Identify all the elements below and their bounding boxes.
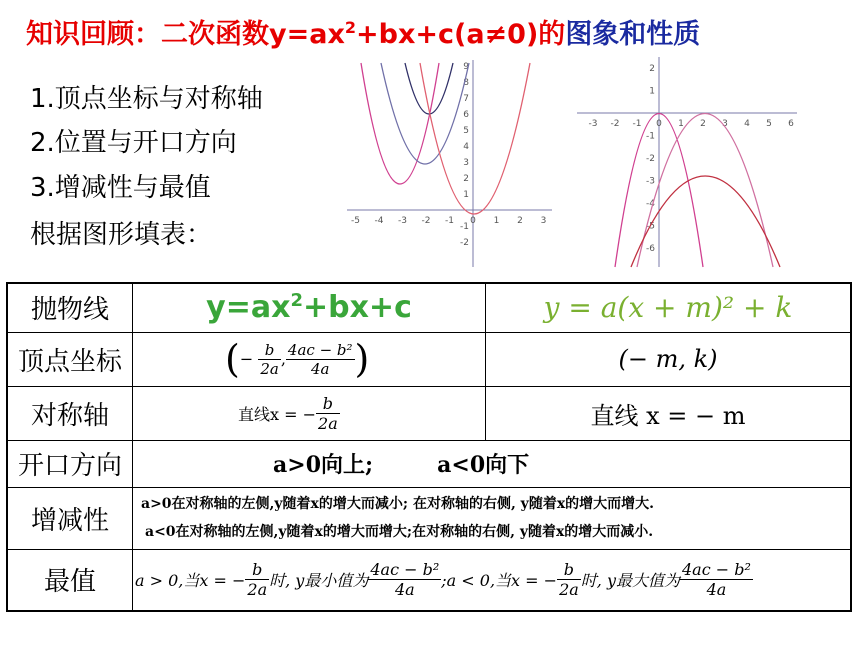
numerator: b [258,341,281,360]
left-y-tick-label: 4 [463,142,469,152]
right-x-tick-label: -1 [632,119,642,129]
axis-text: 直线x = − [238,404,317,424]
row-head-axis: 对称轴 [7,386,133,440]
left-y-tick-label: -1 [460,222,469,232]
row-head-monotonic: 增减性 [7,487,133,549]
right-y-tick-label: -3 [646,176,655,187]
left-x-tick-label: 2 [517,216,523,226]
extremum-text: a > 0,当x = − [135,571,246,591]
right-x-tick-label: 3 [722,119,728,129]
parabola-curve [637,114,773,268]
numerator: 4ac − b² [682,560,751,580]
denominator: 2a [318,413,338,433]
numerator: b [316,394,340,414]
extremum-text: 时, y最小值为 [269,571,369,591]
denominator: 4a [706,580,727,600]
right-x-tick-label: -2 [610,119,620,129]
right-x-tick-label: 1 [678,119,684,129]
monotonic-line-negative: a<0在对称轴的左侧,y随着x的增大而增大;在对称轴的右侧, y随着x的增大而减小. [145,524,654,540]
right-x-tick-label: 6 [788,119,794,129]
vertex-form-cell [486,283,852,332]
page-title [26,12,700,51]
left-x-tick-label: -4 [374,216,384,226]
left-y-tick-label: -2 [460,238,469,248]
parabola-curve [361,63,439,184]
parabola-curve [420,63,530,214]
opening-down-text: a<0向下 [437,452,530,478]
row-head-opening: 开口方向 [7,440,133,487]
vertex-general-cell [133,332,486,386]
right-y-tick-label: -4 [646,199,655,209]
list-item-vertex: 1.顶点坐标与对称轴 [30,84,263,114]
left-x-tick-label: 0 [470,216,476,226]
right-y-tick-label: -1 [646,131,655,142]
fraction [286,341,355,378]
table-row [7,549,851,611]
left-y-tick-label: 7 [463,94,469,104]
table-row [7,332,851,386]
title-superscript: 2 [344,18,356,37]
left-y-tick-label: 3 [463,158,469,168]
axis-vertex-cell [486,386,852,440]
table-row [7,487,851,549]
paren-right: ) [354,337,370,381]
left-x-tick-label: -2 [421,216,431,226]
fraction [557,560,581,599]
numerator: 4ac − b² [287,340,353,359]
vertex-coordinates: (− m, k) [618,345,718,373]
left-x-tick-label: -3 [398,216,407,226]
right-x-tick-label: 5 [766,119,772,129]
fraction [316,394,340,433]
denominator: 2a [260,359,279,378]
right-y-tick-label: 2 [649,64,655,74]
opening-direction-cell [133,440,852,487]
right-x-tick-label: -3 [588,119,598,129]
eq-sup: 2 [290,290,303,312]
left-x-tick-label: -1 [445,216,454,226]
right-x-tick-label: 2 [700,119,706,129]
monotonic-line-positive: a>0在对称轴的左侧,y随着x的增大而减小; 在对称轴的右侧, y随着x的增大而增大. [141,496,655,512]
parabola-curve [381,63,469,164]
list-item-monotonic: 3.增减性与最值 [30,173,211,203]
left-y-tick-label: 2 [463,174,469,184]
general-form-equation [206,290,412,325]
right-x-tick-label: 0 [656,119,662,129]
paren-left: ( [225,337,240,381]
denominator: 2a [247,580,268,600]
row-head-vertex: 顶点坐标 [7,332,133,386]
right-x-tick-label: 4 [744,119,750,129]
left-x-tick-label: 1 [493,216,500,226]
axis-general-cell [133,386,486,440]
fraction [245,560,269,599]
table-row [7,440,851,487]
vertex-form-cell [486,332,852,386]
left-y-tick-label: 8 [463,78,469,88]
extremum-cell [133,549,852,611]
eq-part: y=ax [206,290,291,326]
list-item-position: 2.位置与开口方向 [30,128,237,158]
denominator: 2a [559,580,579,600]
numerator: 4ac − b² [370,560,440,580]
row-head-parabola: 抛物线 [7,283,133,332]
general-form-cell [133,283,486,332]
extremum-text: ;a < 0,当x = − [441,571,558,591]
axis-line-text: 直线 x = − m [590,401,746,430]
left-y-tick-label: 5 [463,126,469,136]
table-row [7,386,851,440]
numerator: b [557,560,581,580]
fraction [258,341,281,378]
extremum-text: 时, y最大值为 [580,571,680,591]
title-highlight: 图象和性质 [565,19,701,50]
left-y-tick-label: 1 [463,190,469,200]
denominator: 4a [310,359,330,378]
title-text: 知识回顾：二次函数y=ax [26,19,345,50]
right-y-tick-label: -6 [646,244,655,254]
left-x-tick-label: -5 [351,216,360,226]
fraction [368,560,441,599]
left-y-tick-label: 9 [463,62,469,72]
denominator: 4a [394,580,415,600]
numerator: b [245,560,269,580]
right-y-tick-label: -2 [646,154,655,164]
title-text-mid: +bx+c(a≠0)的 [356,19,566,50]
right-y-tick-label: 1 [649,86,655,97]
left-x-tick-label: 3 [540,216,547,226]
monotonic-cell [133,487,852,549]
parabola-curve [405,63,453,114]
right-y-tick-label: -5 [646,221,655,232]
opening-up-text: a>0向上; [273,452,374,478]
properties-table [6,282,852,612]
comma: , [280,349,286,369]
right-parabola-graph [575,55,800,270]
left-y-tick-label: 6 [463,110,469,120]
row-head-extremum: 最值 [7,549,133,611]
list-item-fill-table: 根据图形填表： [30,220,213,250]
eq-part: +bx+c [302,290,412,326]
minus-sign: − [239,349,254,369]
left-parabola-graph [345,55,555,270]
table-row [7,283,851,332]
fraction [680,560,753,599]
vertex-form-equation: y = a(x + m)² + k [543,291,793,325]
